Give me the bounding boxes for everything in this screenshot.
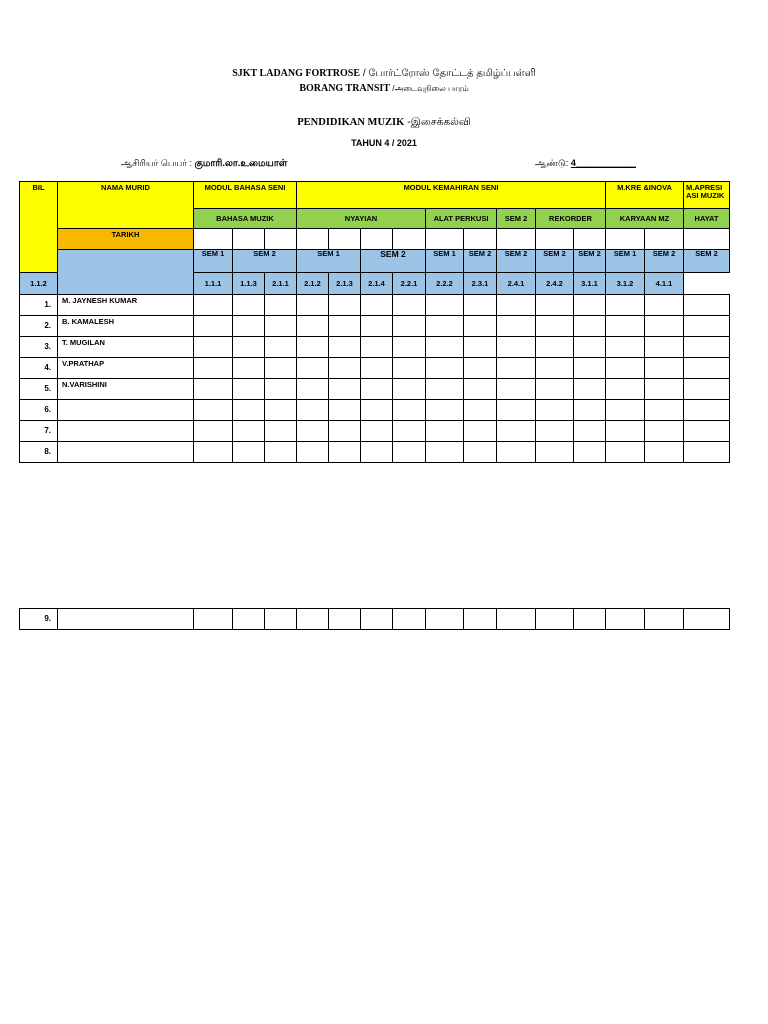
m-apresiasi-muzik-header: M.APRESI ASI MUZIK	[684, 182, 730, 209]
score-cell[interactable]	[464, 421, 497, 442]
bil-cell: 7.	[20, 421, 58, 442]
score-cell[interactable]	[645, 442, 684, 463]
score-cell[interactable]	[536, 337, 574, 358]
score-cell[interactable]	[297, 421, 329, 442]
score-cell[interactable]	[361, 421, 393, 442]
teacher-line	[121, 158, 287, 170]
year-label: TAHUN 4 / 2021	[351, 138, 417, 148]
score-cell[interactable]	[265, 421, 297, 442]
score-cell[interactable]	[574, 358, 606, 379]
score-cell[interactable]	[497, 295, 536, 316]
table-row	[20, 400, 730, 421]
date-cell[interactable]	[329, 229, 361, 250]
tarikh-label: TARIKH	[58, 229, 194, 250]
rekorder-header: REKORDER	[536, 209, 606, 229]
score-cell[interactable]	[497, 379, 536, 400]
score-cell[interactable]	[574, 442, 606, 463]
sem-label: SEM 2	[497, 250, 536, 273]
school-title: SJKT LADANG FORTROSE / போர்ட்ரோஸ் தோட்டத் தமிழ்ப்பள்ளி	[232, 68, 536, 79]
score-cell[interactable]	[684, 379, 730, 400]
bahasa-muzik-header: BAHASA MUZIK	[194, 209, 297, 229]
score-cell[interactable]	[233, 400, 265, 421]
score-cell[interactable]	[645, 358, 684, 379]
score-cell[interactable]	[393, 609, 426, 630]
score-cell[interactable]	[233, 442, 265, 463]
m-kre-inova-header: M.KRE &INOVA	[606, 182, 684, 209]
bil-cell: 1.	[20, 295, 58, 316]
score-cell[interactable]	[361, 442, 393, 463]
skill-code: 1.1.3	[233, 273, 265, 295]
subject-tamil: இசைக்கல்வி	[410, 116, 471, 128]
score-cell[interactable]	[265, 442, 297, 463]
score-cell[interactable]	[297, 337, 329, 358]
score-cell[interactable]	[497, 421, 536, 442]
skill-code: 2.2.2	[426, 273, 464, 295]
score-cell[interactable]	[497, 609, 536, 630]
score-cell[interactable]	[536, 379, 574, 400]
score-cell[interactable]	[393, 358, 426, 379]
skill-code: 2.4.1	[497, 273, 536, 295]
score-cell[interactable]	[426, 337, 464, 358]
date-cell[interactable]	[684, 229, 730, 250]
score-cell[interactable]	[393, 337, 426, 358]
score-cell[interactable]	[194, 400, 233, 421]
score-cell[interactable]	[606, 400, 645, 421]
sem-label: SEM 1	[606, 250, 645, 273]
score-cell[interactable]	[426, 316, 464, 337]
score-cell[interactable]	[265, 337, 297, 358]
score-cell[interactable]	[233, 358, 265, 379]
table-row	[20, 421, 730, 442]
score-cell[interactable]	[329, 609, 361, 630]
score-cell[interactable]	[265, 295, 297, 316]
score-cell[interactable]	[297, 609, 329, 630]
table-row	[20, 442, 730, 463]
score-cell[interactable]	[684, 421, 730, 442]
score-cell[interactable]	[194, 337, 233, 358]
form-name-tamil: அடைவுநிலை பாரம்	[394, 84, 469, 93]
sem-label: SEM 2	[684, 250, 730, 273]
date-cell[interactable]	[464, 229, 497, 250]
skill-code: 2.4.2	[536, 273, 574, 295]
score-cell[interactable]	[393, 400, 426, 421]
score-cell[interactable]	[684, 609, 730, 630]
nyayian-header: NYAYIAN	[297, 209, 426, 229]
sem-label: SEM 2	[464, 250, 497, 273]
score-cell[interactable]	[497, 442, 536, 463]
skill-code: 1.1.2	[20, 273, 58, 295]
student-name-cell[interactable]: N.VARISHINI	[58, 379, 194, 400]
score-cell[interactable]	[464, 442, 497, 463]
score-cell[interactable]	[536, 421, 574, 442]
score-cell[interactable]	[265, 316, 297, 337]
skill-code: 4.1.1	[645, 273, 684, 295]
date-cell[interactable]	[194, 229, 233, 250]
form-title: BORANG TRANSIT /அடைவுநிலை பாரம்	[299, 83, 469, 94]
score-cell[interactable]	[606, 421, 645, 442]
score-cell[interactable]	[464, 316, 497, 337]
score-cell[interactable]	[684, 316, 730, 337]
score-cell[interactable]	[497, 316, 536, 337]
score-cell[interactable]	[329, 442, 361, 463]
score-cell[interactable]	[194, 421, 233, 442]
student-name-cell[interactable]: V.PRATHAP	[58, 358, 194, 379]
teacher-name: குமாரி.லா.உமையாள்	[194, 158, 288, 169]
score-cell[interactable]	[329, 337, 361, 358]
score-cell[interactable]	[684, 400, 730, 421]
score-cell[interactable]	[574, 421, 606, 442]
bil-header: BIL	[20, 182, 58, 273]
score-cell[interactable]	[645, 609, 684, 630]
bil-cell: 4.	[20, 358, 58, 379]
score-cell[interactable]	[574, 400, 606, 421]
score-cell[interactable]	[194, 379, 233, 400]
score-cell[interactable]	[361, 379, 393, 400]
modul-kemahiran-seni-header: MODUL KEMAHIRAN SENI	[297, 182, 606, 209]
skill-code: 2.1.2	[297, 273, 329, 295]
extra-row-table	[19, 608, 730, 630]
score-cell[interactable]	[361, 337, 393, 358]
score-cell[interactable]	[329, 400, 361, 421]
skill-code: 2.1.4	[361, 273, 393, 295]
score-cell[interactable]	[361, 358, 393, 379]
score-cell[interactable]	[497, 400, 536, 421]
score-cell[interactable]	[684, 358, 730, 379]
score-cell[interactable]	[684, 295, 730, 316]
student-name-cell[interactable]: T. MUGILAN	[58, 337, 194, 358]
score-cell[interactable]	[464, 337, 497, 358]
score-cell[interactable]	[574, 609, 606, 630]
table-row	[20, 295, 730, 316]
score-cell[interactable]	[265, 358, 297, 379]
score-cell[interactable]	[574, 379, 606, 400]
student-name-cell[interactable]	[58, 400, 194, 421]
sem-label: SEM 1	[194, 250, 233, 273]
date-cell[interactable]	[361, 229, 393, 250]
bil-cell: 6.	[20, 400, 58, 421]
score-cell[interactable]	[393, 295, 426, 316]
class-value: 4____________	[570, 158, 636, 168]
extra-rows	[20, 609, 730, 630]
sem-label: SEM 2	[361, 250, 426, 273]
bil-cell: 2.	[20, 316, 58, 337]
score-cell[interactable]	[645, 421, 684, 442]
alat-perkusi-header: ALAT PERKUSI	[426, 209, 497, 229]
score-cell[interactable]	[233, 421, 265, 442]
score-cell[interactable]	[574, 295, 606, 316]
table-row	[20, 609, 730, 630]
score-cell[interactable]	[645, 379, 684, 400]
score-cell[interactable]	[426, 400, 464, 421]
sem-label: SEM 2	[233, 250, 297, 273]
score-cell[interactable]	[645, 400, 684, 421]
score-cell[interactable]	[361, 316, 393, 337]
score-cell[interactable]	[393, 442, 426, 463]
teacher-label: ஆசிரியர் பெயர் :	[121, 158, 192, 168]
score-cell[interactable]	[645, 337, 684, 358]
score-cell[interactable]	[464, 379, 497, 400]
score-cell[interactable]	[426, 442, 464, 463]
score-cell[interactable]	[233, 379, 265, 400]
score-cell[interactable]	[536, 609, 574, 630]
score-cell[interactable]	[464, 295, 497, 316]
score-cell[interactable]	[194, 358, 233, 379]
score-cell[interactable]	[426, 609, 464, 630]
score-cell[interactable]	[606, 609, 645, 630]
score-cell[interactable]	[497, 337, 536, 358]
sem-label: SEM 2	[536, 250, 574, 273]
score-cell[interactable]	[393, 379, 426, 400]
form-name-latin: BORANG TRANSIT	[299, 83, 390, 94]
score-cell[interactable]	[297, 295, 329, 316]
score-cell[interactable]	[233, 337, 265, 358]
student-rows	[20, 295, 730, 463]
score-cell[interactable]	[329, 358, 361, 379]
bil-cell: 3.	[20, 337, 58, 358]
table-row	[20, 316, 730, 337]
score-cell[interactable]	[233, 316, 265, 337]
score-cell[interactable]	[194, 609, 233, 630]
student-name-cell[interactable]	[58, 421, 194, 442]
score-cell[interactable]	[393, 421, 426, 442]
skill-code: 2.3.1	[464, 273, 497, 295]
date-cell[interactable]	[606, 229, 645, 250]
score-cell[interactable]	[645, 295, 684, 316]
date-cell[interactable]	[645, 229, 684, 250]
score-cell[interactable]	[574, 316, 606, 337]
score-cell[interactable]	[536, 316, 574, 337]
score-cell[interactable]	[606, 316, 645, 337]
score-cell[interactable]	[265, 400, 297, 421]
table-row	[20, 337, 730, 358]
class-line	[535, 158, 636, 170]
score-cell[interactable]	[297, 400, 329, 421]
date-cell[interactable]	[574, 229, 606, 250]
score-cell[interactable]	[361, 295, 393, 316]
sem-label: SEM 2	[645, 250, 684, 273]
score-cell[interactable]	[606, 379, 645, 400]
score-cell[interactable]	[233, 609, 265, 630]
skill-code: 2.2.1	[393, 273, 426, 295]
transit-table	[19, 181, 730, 463]
date-cell[interactable]	[233, 229, 265, 250]
score-cell[interactable]	[194, 295, 233, 316]
student-name-cell[interactable]: B. KAMALESH	[58, 316, 194, 337]
score-cell[interactable]	[194, 442, 233, 463]
blank-header-cell	[58, 250, 194, 295]
date-cell[interactable]	[426, 229, 464, 250]
score-cell[interactable]	[361, 609, 393, 630]
score-cell[interactable]	[265, 379, 297, 400]
score-cell[interactable]	[297, 316, 329, 337]
score-cell[interactable]	[684, 337, 730, 358]
student-name-cell[interactable]: M. JAYNESH KUMAR	[58, 295, 194, 316]
table-row	[20, 379, 730, 400]
class-label: ஆண்டு:	[535, 158, 569, 168]
score-cell[interactable]	[464, 358, 497, 379]
modul-bahasa-seni-header: MODUL BAHASA SENI	[194, 182, 297, 209]
skill-code: 3.1.2	[606, 273, 645, 295]
score-cell[interactable]	[536, 442, 574, 463]
score-cell[interactable]	[606, 358, 645, 379]
student-name-cell[interactable]	[58, 609, 194, 630]
score-cell[interactable]	[329, 316, 361, 337]
score-cell[interactable]	[393, 316, 426, 337]
score-cell[interactable]	[329, 379, 361, 400]
student-name-cell[interactable]	[58, 442, 194, 463]
school-name-latin: SJKT LADANG FORTROSE	[232, 68, 361, 79]
date-cell[interactable]	[497, 229, 536, 250]
score-cell[interactable]	[233, 295, 265, 316]
score-cell[interactable]	[426, 295, 464, 316]
score-cell[interactable]	[361, 400, 393, 421]
score-cell[interactable]	[606, 442, 645, 463]
sem-label: SEM 1	[426, 250, 464, 273]
date-cell[interactable]	[265, 229, 297, 250]
subject-title: PENDIDIKAN MUZIK -இசைக்கல்வி	[297, 116, 471, 128]
karyaan-mz-header: KARYAAN MZ	[606, 209, 684, 229]
table-row	[20, 358, 730, 379]
sem-label: SEM 1	[297, 250, 361, 273]
score-cell[interactable]	[329, 421, 361, 442]
score-cell[interactable]	[297, 379, 329, 400]
score-cell[interactable]	[684, 442, 730, 463]
score-cell[interactable]	[645, 316, 684, 337]
bil-cell: 5.	[20, 379, 58, 400]
score-cell[interactable]	[536, 358, 574, 379]
score-cell[interactable]	[464, 400, 497, 421]
subject-latin: PENDIDIKAN MUZIK	[297, 117, 405, 128]
score-cell[interactable]	[329, 295, 361, 316]
score-cell[interactable]	[265, 609, 297, 630]
name-header: NAMA MURID	[58, 182, 194, 229]
score-cell[interactable]	[536, 295, 574, 316]
bil-cell: 9.	[20, 609, 58, 630]
score-cell[interactable]	[574, 337, 606, 358]
date-cell[interactable]	[393, 229, 426, 250]
score-cell[interactable]	[606, 295, 645, 316]
score-cell[interactable]	[297, 442, 329, 463]
date-cell[interactable]	[297, 229, 329, 250]
score-cell[interactable]	[426, 379, 464, 400]
score-cell[interactable]	[464, 609, 497, 630]
score-cell[interactable]	[606, 337, 645, 358]
skill-code: 2.1.1	[265, 273, 297, 295]
score-cell[interactable]	[426, 421, 464, 442]
skill-code: 1.1.1	[194, 273, 233, 295]
alat-sem2-header: SEM 2	[497, 209, 536, 229]
school-name-tamil: போர்ட்ரோஸ் தோட்டத் தமிழ்ப்பள்ளி	[368, 68, 536, 79]
score-cell[interactable]	[297, 358, 329, 379]
score-cell[interactable]	[497, 358, 536, 379]
skill-code: 2.1.3	[329, 273, 361, 295]
score-cell[interactable]	[426, 358, 464, 379]
hayat-header: HAYAT	[684, 209, 730, 229]
score-cell[interactable]	[536, 400, 574, 421]
skill-code: 3.1.1	[574, 273, 606, 295]
date-cell[interactable]	[536, 229, 574, 250]
bil-cell: 8.	[20, 442, 58, 463]
score-cell[interactable]	[194, 316, 233, 337]
sem-label: SEM 2	[574, 250, 606, 273]
